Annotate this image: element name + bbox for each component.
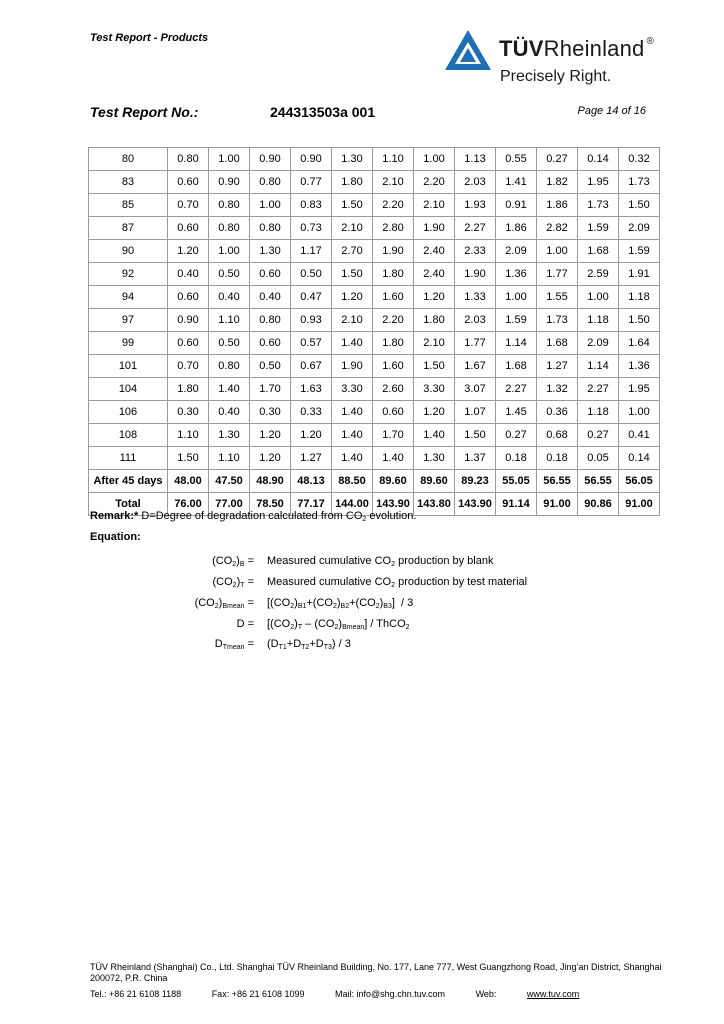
value-cell: 3.07	[455, 378, 496, 401]
value-cell: 90.86	[578, 493, 619, 516]
value-cell: 0.60	[250, 263, 291, 286]
equation-lhs: $(CO_2)_T$ =	[212, 576, 254, 589]
value-cell: 1.50	[619, 309, 660, 332]
equation-rhs: Measured cumulative $CO_2$ production by blank	[267, 555, 494, 568]
value-cell: 1.30	[414, 447, 455, 470]
value-cell: 2.20	[373, 309, 414, 332]
value-cell: 1.82	[537, 171, 578, 194]
value-cell: 0.90	[209, 171, 250, 194]
table-row	[89, 171, 660, 194]
value-cell: 1.68	[496, 355, 537, 378]
value-cell: 1.40	[332, 401, 373, 424]
value-cell: 0.91	[496, 194, 537, 217]
value-cell: 1.67	[455, 355, 496, 378]
value-cell: 0.50	[209, 263, 250, 286]
row-label-cell: 87	[89, 217, 168, 240]
value-cell: 1.68	[537, 332, 578, 355]
value-cell: 0.60	[168, 332, 209, 355]
value-cell: 1.20	[414, 401, 455, 424]
value-cell: 89.60	[414, 470, 455, 493]
value-cell: 2.27	[496, 378, 537, 401]
value-cell: 1.10	[209, 447, 250, 470]
value-cell: 143.90	[373, 493, 414, 516]
footer-contacts	[90, 989, 635, 999]
value-cell: 0.18	[537, 447, 578, 470]
value-cell: 0.40	[168, 263, 209, 286]
report-header	[90, 104, 650, 124]
value-cell: 1.95	[578, 171, 619, 194]
value-cell: 0.67	[291, 355, 332, 378]
value-cell: 0.60	[168, 286, 209, 309]
value-cell: 56.55	[578, 470, 619, 493]
value-cell: 88.50	[332, 470, 373, 493]
row-label-cell: 80	[89, 148, 168, 171]
value-cell: 1.90	[455, 263, 496, 286]
value-cell: 1.59	[619, 240, 660, 263]
value-cell: 0.50	[209, 332, 250, 355]
tuv-rheinland-logo	[443, 28, 683, 98]
value-cell: 89.60	[373, 470, 414, 493]
value-cell: 0.77	[291, 171, 332, 194]
value-cell: 0.93	[291, 309, 332, 332]
value-cell: 1.95	[619, 378, 660, 401]
value-cell: 76.00	[168, 493, 209, 516]
value-cell: 1.86	[537, 194, 578, 217]
value-cell: 1.63	[291, 378, 332, 401]
value-cell: 56.55	[537, 470, 578, 493]
value-cell: 1.40	[373, 447, 414, 470]
value-cell: 1.07	[455, 401, 496, 424]
value-cell: 78.50	[250, 493, 291, 516]
value-cell: 0.80	[168, 148, 209, 171]
value-cell: 1.20	[414, 286, 455, 309]
row-label-cell: 97	[89, 309, 168, 332]
value-cell: 0.32	[619, 148, 660, 171]
row-label-cell: 101	[89, 355, 168, 378]
value-cell: 1.40	[332, 332, 373, 355]
table-row	[89, 263, 660, 286]
value-cell: 0.80	[250, 309, 291, 332]
value-cell: 77.17	[291, 493, 332, 516]
value-cell: 1.20	[332, 286, 373, 309]
value-cell: 0.30	[168, 401, 209, 424]
row-label-cell: 111	[89, 447, 168, 470]
row-label-cell: Total	[89, 493, 168, 516]
value-cell: 0.60	[168, 171, 209, 194]
equation-lhs: D =	[236, 618, 254, 630]
value-cell: 2.20	[373, 194, 414, 217]
value-cell: 0.40	[209, 286, 250, 309]
value-cell: 1.50	[455, 424, 496, 447]
value-cell: 2.40	[414, 240, 455, 263]
brand-name: TÜVRheinland ®	[499, 36, 655, 61]
value-cell: 1.91	[619, 263, 660, 286]
equation-lhs: $D_{Tmean}$ =	[214, 638, 254, 651]
row-label-cell: 85	[89, 194, 168, 217]
value-cell: 48.00	[168, 470, 209, 493]
table-row	[89, 378, 660, 401]
value-cell: 0.40	[250, 286, 291, 309]
row-label-cell: 92	[89, 263, 168, 286]
value-cell: 1.00	[496, 286, 537, 309]
footer-tel: Tel.: +86 21 6108 1188	[90, 989, 182, 999]
footer-fax: Fax: +86 21 6108 1099	[211, 989, 305, 999]
value-cell: 0.27	[578, 424, 619, 447]
value-cell: 2.40	[414, 263, 455, 286]
value-cell: 1.20	[291, 424, 332, 447]
value-cell: 2.70	[332, 240, 373, 263]
value-cell: 1.40	[414, 424, 455, 447]
value-cell: 91.00	[619, 493, 660, 516]
value-cell: 3.30	[414, 378, 455, 401]
value-cell: 2.59	[578, 263, 619, 286]
equation-rhs: $(D_{T1}+D_{T2}+D_{T3}) / 3$	[267, 638, 351, 651]
value-cell: 0.80	[209, 194, 250, 217]
equation-line	[90, 555, 590, 571]
value-cell: 1.30	[209, 424, 250, 447]
table-row	[89, 355, 660, 378]
value-cell: 1.50	[168, 447, 209, 470]
value-cell: 1.10	[168, 424, 209, 447]
value-cell: 91.00	[537, 493, 578, 516]
value-cell: 0.05	[578, 447, 619, 470]
table-row	[89, 470, 660, 493]
value-cell: 0.90	[291, 148, 332, 171]
value-cell: 1.86	[496, 217, 537, 240]
value-cell: 0.60	[373, 401, 414, 424]
value-cell: 56.05	[619, 470, 660, 493]
value-cell: 0.55	[496, 148, 537, 171]
value-cell: 47.50	[209, 470, 250, 493]
value-cell: 1.64	[619, 332, 660, 355]
value-cell: 0.33	[291, 401, 332, 424]
value-cell: 1.50	[332, 194, 373, 217]
value-cell: 0.36	[537, 401, 578, 424]
page-number: Page 14 of 16	[577, 105, 646, 117]
equation-line	[90, 638, 590, 654]
value-cell: 0.41	[619, 424, 660, 447]
value-cell: 0.14	[578, 148, 619, 171]
row-label-cell: 99	[89, 332, 168, 355]
value-cell: 1.32	[537, 378, 578, 401]
value-cell: 1.00	[209, 240, 250, 263]
table-row	[89, 240, 660, 263]
value-cell: 1.18	[619, 286, 660, 309]
value-cell: 1.36	[619, 355, 660, 378]
value-cell: 1.20	[250, 424, 291, 447]
value-cell: 48.13	[291, 470, 332, 493]
value-cell: 0.83	[291, 194, 332, 217]
value-cell: 0.40	[209, 401, 250, 424]
value-cell: 0.18	[496, 447, 537, 470]
report-number-label: Test Report No.:	[90, 104, 199, 120]
value-cell: 0.57	[291, 332, 332, 355]
value-cell: 0.73	[291, 217, 332, 240]
value-cell: 1.90	[414, 217, 455, 240]
value-cell: 1.80	[332, 171, 373, 194]
table-row	[89, 309, 660, 332]
brand-tagline: Precisely Right.	[500, 68, 612, 85]
row-label-cell: 90	[89, 240, 168, 263]
value-cell: 0.14	[619, 447, 660, 470]
footer-mail: Mail: info@shg.chn.tuv.com	[335, 989, 446, 999]
value-cell: 1.80	[373, 332, 414, 355]
value-cell: 1.50	[332, 263, 373, 286]
value-cell: 1.00	[578, 286, 619, 309]
value-cell: 48.90	[250, 470, 291, 493]
value-cell: 2.09	[578, 332, 619, 355]
tuv-triangle-icon	[443, 28, 493, 72]
value-cell: 1.59	[578, 217, 619, 240]
table-row	[89, 447, 660, 470]
value-cell: 1.80	[373, 263, 414, 286]
value-cell: 1.36	[496, 263, 537, 286]
value-cell: 1.00	[537, 240, 578, 263]
value-cell: 2.10	[373, 171, 414, 194]
document-type-label: Test Report - Products	[90, 32, 209, 44]
row-label-cell: 94	[89, 286, 168, 309]
value-cell: 3.30	[332, 378, 373, 401]
value-cell: 2.27	[455, 217, 496, 240]
value-cell: 91.14	[496, 493, 537, 516]
value-cell: 2.10	[414, 194, 455, 217]
value-cell: 1.27	[537, 355, 578, 378]
value-cell: 1.00	[250, 194, 291, 217]
value-cell: 1.10	[373, 148, 414, 171]
value-cell: 0.80	[250, 217, 291, 240]
table-row	[89, 194, 660, 217]
value-cell: 0.27	[496, 424, 537, 447]
value-cell: 2.10	[332, 217, 373, 240]
value-cell: 1.40	[332, 424, 373, 447]
value-cell: 2.80	[373, 217, 414, 240]
footer-address: TÜV Rheinland (Shanghai) Co., Ltd. Shanghai TÜV Rheinland Building, No. 177, Lane 777, West Guangzhong Road, Jing’an District, Shanghai 200072, P.R. China	[90, 962, 662, 983]
row-label-cell: 104	[89, 378, 168, 401]
footer-web: Web: www.tuv.com	[475, 989, 580, 999]
table-row	[89, 332, 660, 355]
equation-line	[90, 576, 590, 592]
footer-web-link[interactable]: www.tuv.com	[526, 989, 580, 999]
value-cell: 1.93	[455, 194, 496, 217]
value-cell: 1.10	[209, 309, 250, 332]
row-label-cell: 108	[89, 424, 168, 447]
value-cell: 1.00	[414, 148, 455, 171]
value-cell: 1.68	[578, 240, 619, 263]
value-cell: 1.80	[168, 378, 209, 401]
report-number: 244313503a 001	[270, 104, 376, 120]
value-cell: 2.03	[455, 309, 496, 332]
table-row	[89, 424, 660, 447]
value-cell: 1.70	[373, 424, 414, 447]
value-cell: 0.80	[250, 171, 291, 194]
value-cell: 1.90	[332, 355, 373, 378]
value-cell: 1.77	[455, 332, 496, 355]
equation-rhs: $[(CO_2)_{B1}+(CO_2)_{B2}+(CO_2)_{B3}] / 3$	[267, 597, 414, 610]
value-cell: 1.50	[414, 355, 455, 378]
value-cell: 0.50	[250, 355, 291, 378]
value-cell: 1.45	[496, 401, 537, 424]
value-cell: 1.59	[496, 309, 537, 332]
value-cell: 1.73	[619, 171, 660, 194]
value-cell: 1.60	[373, 286, 414, 309]
value-cell: 1.14	[496, 332, 537, 355]
value-cell: 1.77	[537, 263, 578, 286]
value-cell: 1.70	[250, 378, 291, 401]
value-cell: 144.00	[332, 493, 373, 516]
value-cell: 1.14	[578, 355, 619, 378]
value-cell: 1.13	[455, 148, 496, 171]
value-cell: 2.10	[332, 309, 373, 332]
table-row	[89, 217, 660, 240]
value-cell: 1.37	[455, 447, 496, 470]
equation-lhs: $(CO_2)_B$ =	[212, 555, 254, 568]
row-label-cell: 106	[89, 401, 168, 424]
equation-title: Equation:	[90, 531, 141, 543]
value-cell: 0.90	[168, 309, 209, 332]
value-cell: 2.09	[496, 240, 537, 263]
value-cell: 0.50	[291, 263, 332, 286]
value-cell: 0.70	[168, 194, 209, 217]
value-cell: 2.33	[455, 240, 496, 263]
equation-line	[90, 618, 590, 634]
value-cell: 0.60	[250, 332, 291, 355]
value-cell: 0.27	[537, 148, 578, 171]
value-cell: 1.00	[619, 401, 660, 424]
value-cell: 1.20	[168, 240, 209, 263]
degradation-table	[88, 147, 660, 516]
value-cell: 0.90	[250, 148, 291, 171]
remark: Remark:* D=Degree of degradation calculated from $CO_2$ evolution.	[90, 510, 417, 523]
value-cell: 1.60	[373, 355, 414, 378]
value-cell: 2.60	[373, 378, 414, 401]
value-cell: 1.80	[414, 309, 455, 332]
value-cell: 1.17	[291, 240, 332, 263]
value-cell: 1.18	[578, 309, 619, 332]
value-cell: 0.60	[168, 217, 209, 240]
value-cell: 1.50	[619, 194, 660, 217]
table-row	[89, 148, 660, 171]
value-cell: 2.10	[414, 332, 455, 355]
table-row	[89, 286, 660, 309]
equation-rhs: $[(CO_2)_T - (CO_2)_{Bmean}]$ / ThCO$_2$	[267, 618, 410, 631]
value-cell: 1.90	[373, 240, 414, 263]
value-cell: 1.30	[332, 148, 373, 171]
value-cell: 1.55	[537, 286, 578, 309]
value-cell: 2.82	[537, 217, 578, 240]
value-cell: 1.27	[291, 447, 332, 470]
value-cell: 143.80	[414, 493, 455, 516]
value-cell: 0.70	[168, 355, 209, 378]
value-cell: 1.20	[250, 447, 291, 470]
value-cell: 1.40	[332, 447, 373, 470]
value-cell: 1.41	[496, 171, 537, 194]
value-cell: 2.09	[619, 217, 660, 240]
value-cell: 1.73	[578, 194, 619, 217]
value-cell: 1.40	[209, 378, 250, 401]
equation-rhs: Measured cumulative $CO_2$ production by test material	[267, 576, 528, 589]
value-cell: 0.80	[209, 217, 250, 240]
value-cell: 2.20	[414, 171, 455, 194]
value-cell: 2.03	[455, 171, 496, 194]
value-cell: 1.73	[537, 309, 578, 332]
value-cell: 1.33	[455, 286, 496, 309]
value-cell: 1.00	[209, 148, 250, 171]
row-label-cell: 83	[89, 171, 168, 194]
value-cell: 55.05	[496, 470, 537, 493]
row-label-cell: After 45 days	[89, 470, 168, 493]
equation-line	[90, 597, 590, 613]
value-cell: 1.18	[578, 401, 619, 424]
value-cell: 2.27	[578, 378, 619, 401]
table-row	[89, 401, 660, 424]
value-cell: 89.23	[455, 470, 496, 493]
value-cell: 1.30	[250, 240, 291, 263]
value-cell: 77.00	[209, 493, 250, 516]
value-cell: 0.30	[250, 401, 291, 424]
value-cell: 143.90	[455, 493, 496, 516]
value-cell: 0.80	[209, 355, 250, 378]
value-cell: 0.47	[291, 286, 332, 309]
value-cell: 0.68	[537, 424, 578, 447]
equation-lhs: $(CO_2)_{Bmean}$ =	[194, 597, 254, 610]
